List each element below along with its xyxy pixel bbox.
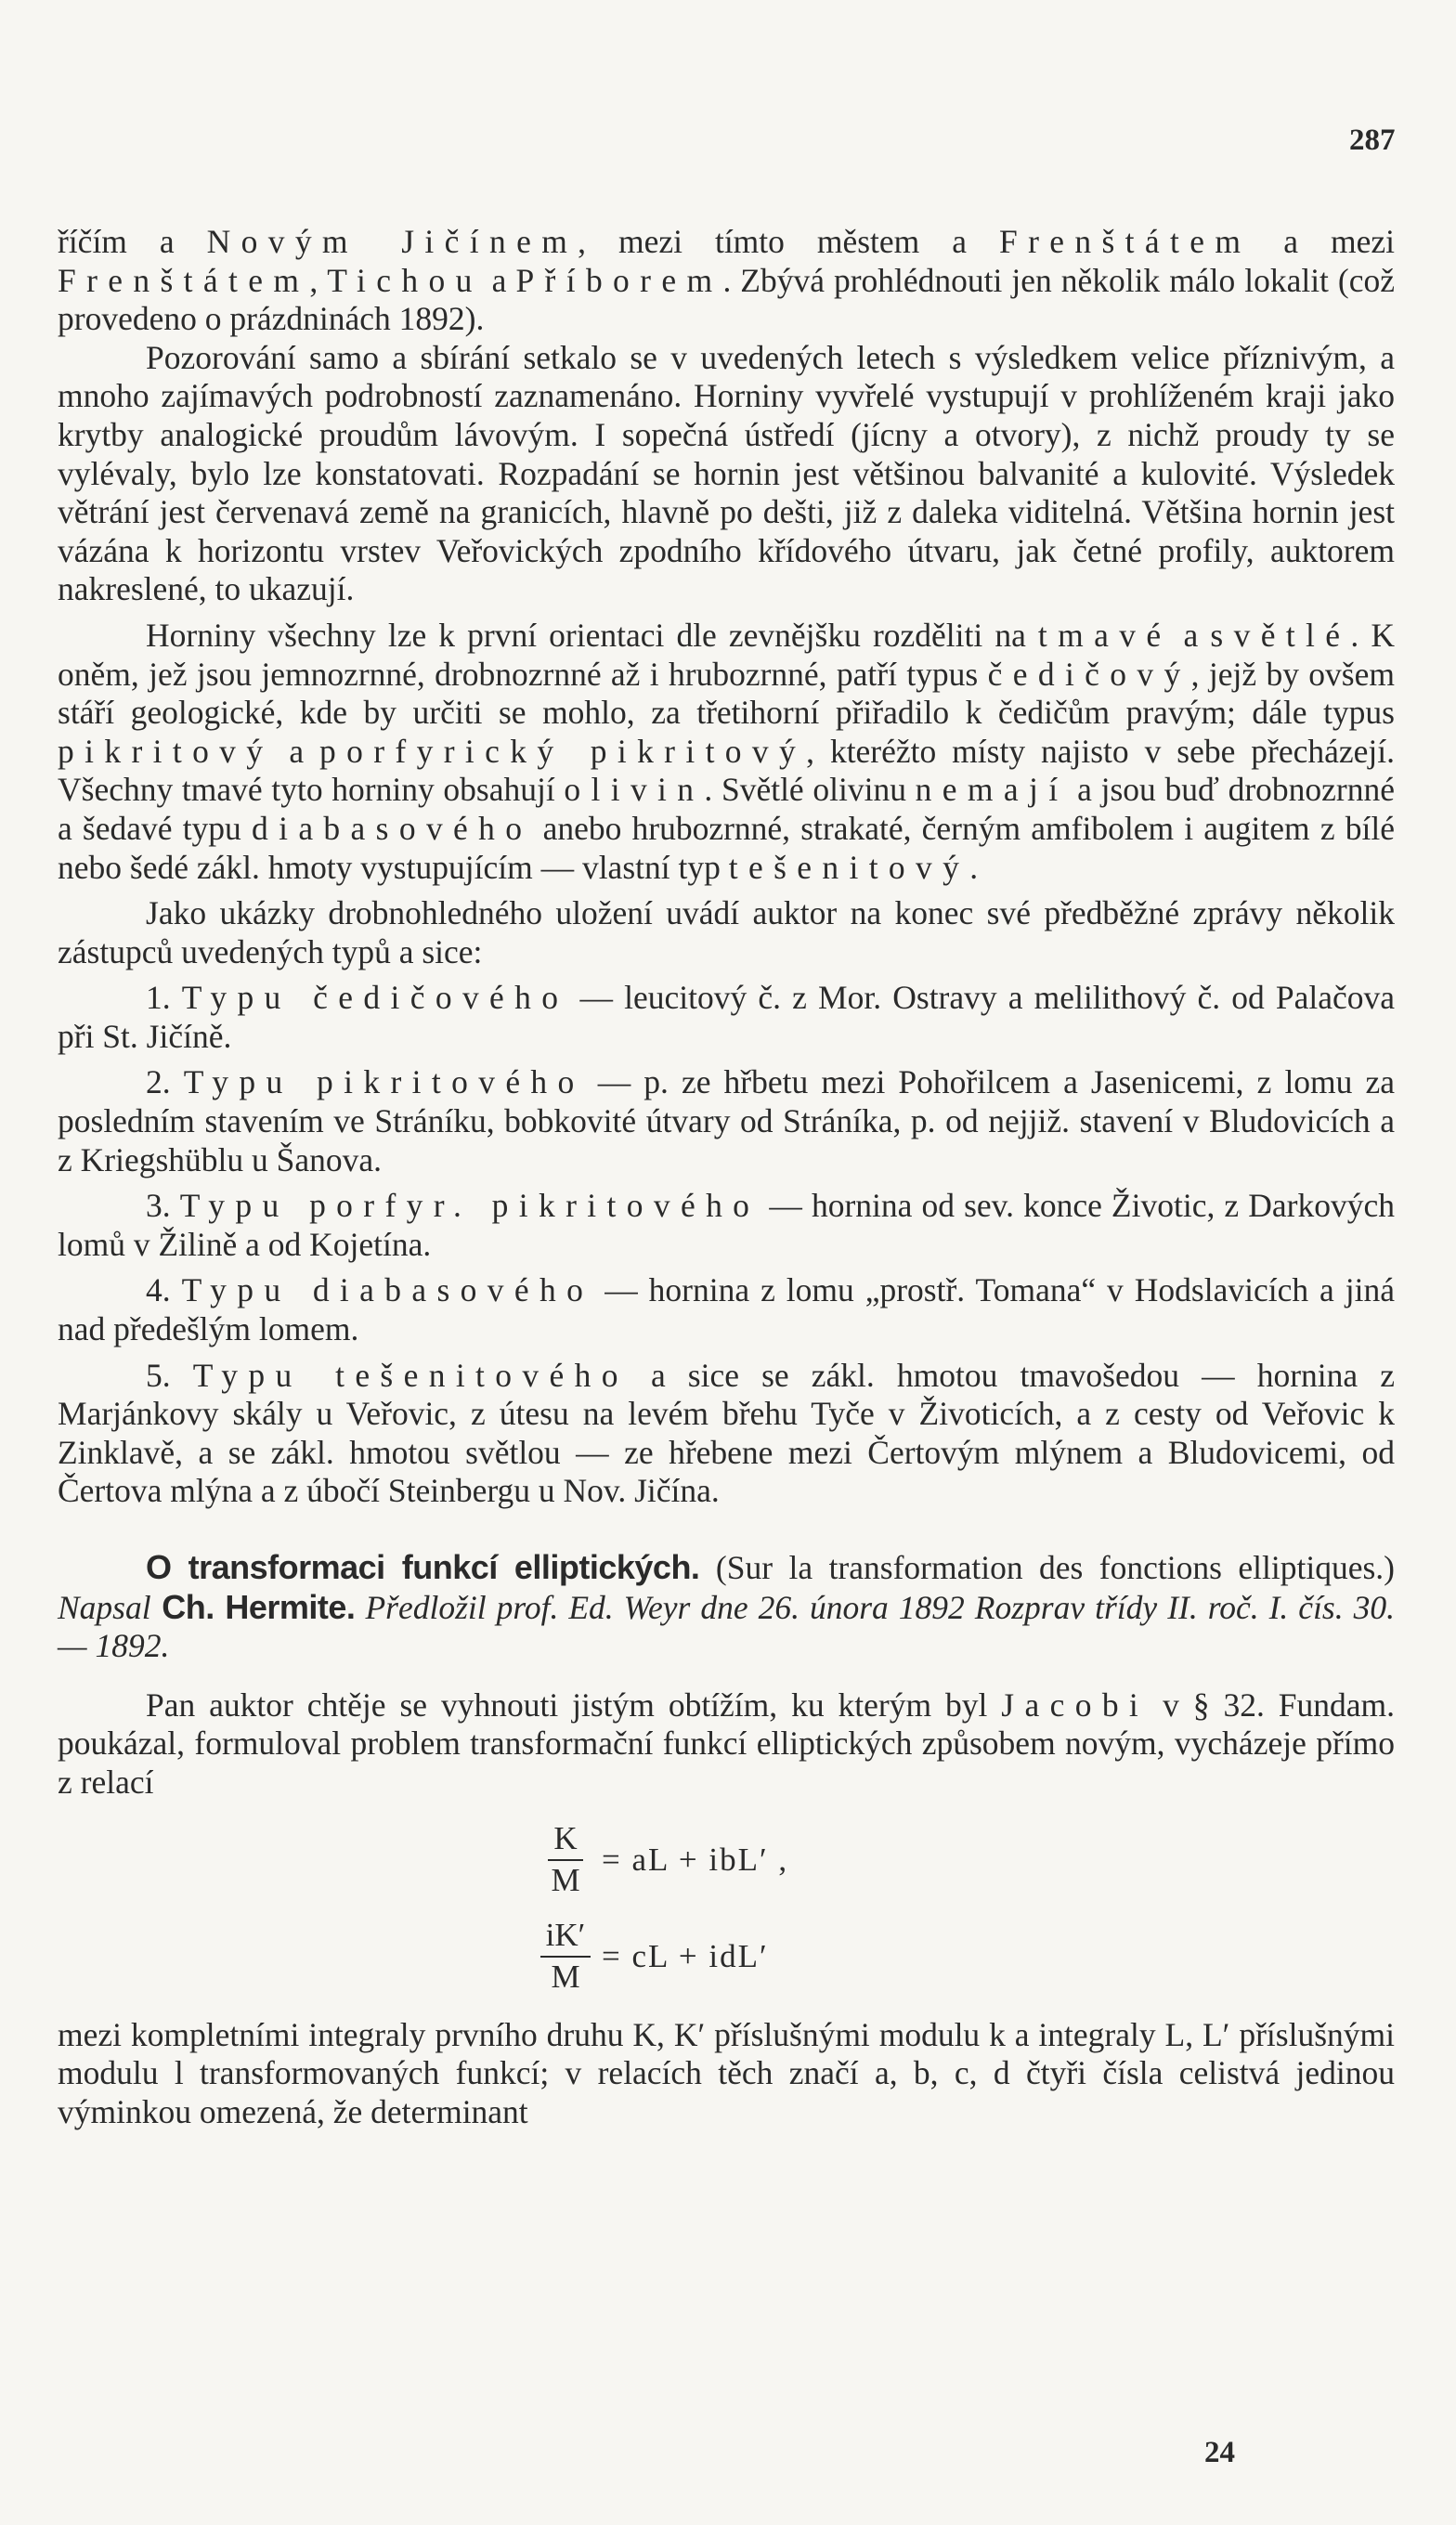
emphasis: diabasového <box>251 809 533 847</box>
text: říčím a <box>58 223 207 260</box>
numerator: iK′ <box>540 1917 592 1958</box>
denominator: M <box>551 1861 580 1898</box>
page-content <box>58 223 1395 2131</box>
place-name: Frenštátem <box>998 223 1252 260</box>
text: a <box>1171 616 1211 654</box>
section-header <box>58 1548 1395 1666</box>
text: 2. <box>146 1063 184 1101</box>
list-item-2 <box>58 1063 1395 1179</box>
text: Pan auktor chtěje se vyhnouti jistým obtížím, ku kterým byl <box>146 1686 1002 1724</box>
text: , kteréžto místy najisto v sebe přecházejí. Všechny tmavé tyto horniny obsahují <box>58 732 1395 809</box>
emphasis: světlé <box>1210 616 1351 654</box>
author-name: Ch. Hermite. <box>150 1587 356 1626</box>
text: a sice se zákl. hmotou tmavošedou — hornina z Marjánkovy skály u Veřovic, z útesu na levém břehu Tyče v Životicích, a z cesty od Veřovic k Zinklavě, a se zákl. hmotou světlou — ze hřebene mezi Čertovým mlýnem a Bludovicemi, od Čertova mlýna a z úbočí Steinbergu u Nov. Jičína. <box>58 1356 1396 1510</box>
place-name: Frenštátem <box>58 261 310 299</box>
text: 3. <box>146 1187 180 1225</box>
paragraph-2: Pozorování samo a sbírání setkalo se v uvedených letech s výsledkem velice příznivým, a mnoho zajímavých podrobností zaznamenáno. Horniny vyvřelé vystupují v prohlíženém kraji jako krytby analogické proudům lávovým. I sopečná ústředí (jícny a otvory), z nichž proudy ty se vylévaly, bylo lze konstatovati. Rozpadání se hornin jest většinou balvanité a kulovité. Výsledek větrání jest červenavá země na granicích, hlavně po dešti, již z daleka viditelná. Většina hornin jest vázána k horizontu vrstev Veřovických zpodního křídového útvaru, jak četné profily, auktorem nakreslené, to ukazují. <box>58 338 1395 608</box>
text: . Světlé olivinu <box>704 771 916 809</box>
place-name: Příborem <box>515 261 723 299</box>
paragraph-1 <box>58 223 1395 339</box>
paragraph-6: mezi kompletními integraly prvního druhu K, K′ příslušnými modulu k a integraly L, L′ příslušnými modulu l transformovaných funkcí; v relacích těch značí a, b, c, d čtyři čísla celistvá jedinou výminkou omezená, že determinant <box>58 2015 1395 2130</box>
emphasis: tmavé <box>1037 616 1172 654</box>
text: . Zbývá prohlédnouti jen několik málo lokalit (což provedeno o prázdninách 1892). <box>58 261 1395 338</box>
emphasis: Typu pikritového <box>183 1063 585 1101</box>
section-title: O transformaci funkcí elliptických. <box>146 1548 700 1586</box>
emphasis: čedičový <box>987 655 1191 693</box>
emphasis: nemají <box>915 771 1069 809</box>
emphasis: porfyrický pikritový <box>319 732 807 770</box>
list-item-3 <box>58 1187 1395 1264</box>
person-name: Jacobi <box>1001 1686 1150 1724</box>
text: anebo hrubozrnné, strakaté, černým amfibolem i augitem z bílé nebo šedé zákl. hmoty vystupujícím — vlastní typ <box>58 809 1395 886</box>
emphasis: Typu tešenitového <box>192 1356 629 1394</box>
text: a <box>273 732 320 770</box>
text: — leucitový č. z Mor. Ostravy a melilithový č. od Palačova při St. Jičíně. <box>58 979 1396 1055</box>
text: , mezi tímto městem a <box>578 223 999 260</box>
emphasis: pikritový <box>58 732 274 770</box>
text: v § 32. Fundam. poukázal, formuloval problem transformační funkcí elliptických způsobem novým, vycházeje přímo z relací <box>58 1686 1395 1801</box>
emphasis: olivin <box>564 771 705 809</box>
emphasis: Typu diabasového <box>181 1271 594 1309</box>
text: 1. <box>146 979 182 1017</box>
formula-1 <box>540 1812 1395 1908</box>
text: — hornina od sev. konce Životic, z Darkových lomů v Žilině a od Kojetína. <box>58 1187 1395 1263</box>
fraction <box>540 1917 591 1997</box>
text: — p. ze hřbetu mezi Pohořilcem a Jasenicemi, z lomu za posledním stavením ve Stráníku, bobkovité útvary od Stráníka, p. od nejjiž. stavení v Bludovicích a z Kriegshüblu u Šanova. <box>58 1063 1395 1178</box>
formula-rhs: = cL + idL′ <box>602 1937 769 1974</box>
text: . <box>969 848 979 886</box>
list-item-4 <box>58 1271 1395 1348</box>
place-name: Novým Jičínem <box>206 223 578 260</box>
denominator: M <box>551 1958 580 1995</box>
section-subtitle: (Sur la transformation des fonctions elliptiques.) <box>699 1549 1395 1586</box>
formula-rhs: = aL + ibL′ , <box>602 1841 789 1878</box>
list-item-1 <box>58 979 1395 1056</box>
text: , jejž by ovšem stáří geologické, kde by určiti se mohlo, za třetihorní přiřadilo k čedičům pravým; dále typus <box>58 655 1395 732</box>
text: . K oněm, jež jsou jemnozrnné, drobnozrnné až i hrubozrnné, patří typus <box>58 616 1395 693</box>
text: a jsou buď drobnozrnné a šedavé typu <box>58 771 1396 847</box>
place-name: Tichou <box>327 261 483 299</box>
text: Horniny všechny lze k první orientaci dle zevnějšku rozděliti na <box>146 616 1038 654</box>
numerator: K <box>548 1820 582 1861</box>
emphasis: Typu čedičového <box>181 979 569 1017</box>
emphasis: Typu porfyr. pikritového <box>179 1187 760 1225</box>
presented-by: Předložil prof. Ed. Weyr dne 26. února 1892 Rozprav třídy II. roč. I. čís. 30. — 1892. <box>58 1588 1396 1665</box>
list-item-5 <box>58 1357 1395 1511</box>
text: 4. <box>146 1271 182 1309</box>
napsal-label: Napsal <box>58 1588 151 1626</box>
text: 5. <box>146 1356 193 1394</box>
paragraph-3 <box>58 617 1395 887</box>
text: a mezi <box>1251 223 1395 260</box>
paragraph-5 <box>58 1686 1395 1803</box>
text: — hornina z lomu „prostř. Tomana“ v Hodslavicích a jiná nad předešlým lomem. <box>58 1271 1395 1348</box>
fraction <box>540 1820 591 1900</box>
paragraph-4: Jako ukázky drobnohledného uložení uvádí auktor na konec své předběžné zprávy několik zástupců uvedených typů a sice: <box>58 894 1395 970</box>
formula-2 <box>540 1908 1395 2005</box>
page-number: 287 <box>1349 124 1396 157</box>
emphasis: tešenitový <box>728 848 970 886</box>
text: , <box>309 261 328 299</box>
formula-block <box>58 1812 1395 2005</box>
sheet-number: 24 <box>1204 2436 1235 2469</box>
text: a <box>482 261 516 299</box>
